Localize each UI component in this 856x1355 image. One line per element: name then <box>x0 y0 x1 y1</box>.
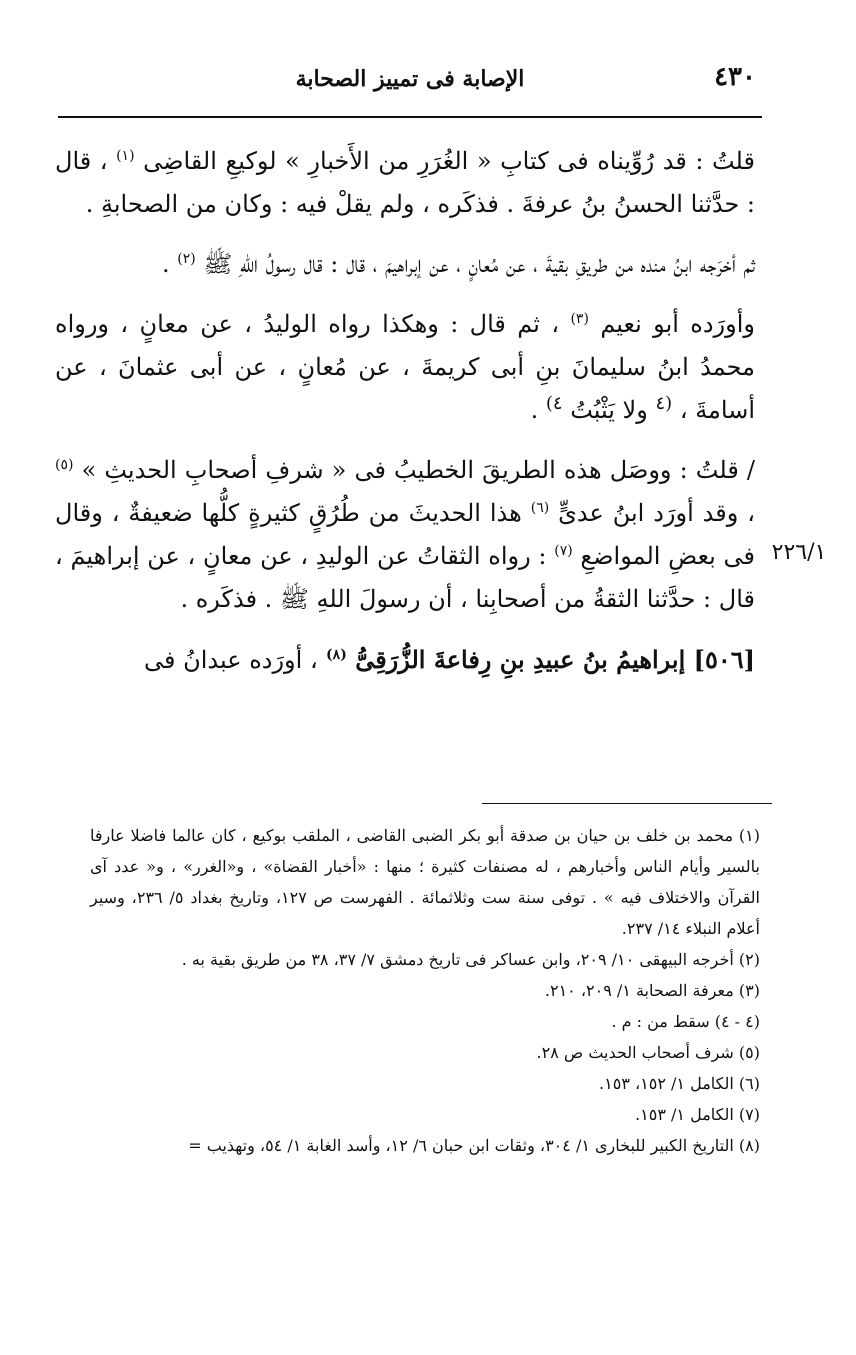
paragraph-3 <box>55 303 755 432</box>
paragraph-4-text-a: / قلتُ : ووصَل هذه الطريقَ الخطيبُ فى « شرفِ أصحابِ الحديثِ » <box>81 456 755 484</box>
entry-number: [٥٠٦] <box>693 645 755 674</box>
paragraph-3-text-c: ولا يَثْبُتُ <box>570 396 648 424</box>
footnote-marker-5: (٥) <box>55 457 74 473</box>
paragraph-4-text-b: ، وقد أورَد ابنُ عدىٍّ <box>558 499 755 527</box>
paragraph-4-text-d: : رواه الثقاتُ عن الوليدِ ، عن معانٍ ، عن إبراهيمَ ، قال : حدَّثنا الثقةُ من أصحابِنا ، أن رسولَ اللهِ ﷺ . فذكَره . <box>55 542 755 613</box>
paragraph-1-text-a: قلتُ : قد رُوِّيناه فى كتابِ « الغُرَرِ من الأَخبارِ » لوكيعِ القاضِى <box>143 147 755 175</box>
footnote-marker-3: (٣) <box>570 311 589 327</box>
paragraph-1 <box>55 140 755 226</box>
footnote-8: (٨) التاريخ الكبير للبخارى ١/ ٣٠٤، وثقات ابن حبان ٦/ ١٢، وأسد الغابة ١/ ٥٤، وتهذيب = <box>188 1136 760 1155</box>
paragraph-3-text-b: ، ثم قال : وهكذا رواه الوليدُ ، عن معانٍ ، ورواه محمدُ ابنُ سليمانَ بنِ أبى كريمةَ ، عن مُعانٍ ، عن أبى عثمانَ ، عن أسامةَ ، <box>55 310 755 424</box>
entry-heading <box>55 638 755 682</box>
paragraph-2-text-b: . <box>162 250 170 278</box>
paragraph-2 <box>55 243 755 286</box>
footnote-marker-2: (٢) <box>177 251 196 267</box>
footnote-2: (٢) أخرجه البيهقى ١٠/ ٢٠٩، وابن عساكر فى تاريخ دمشق ٧/ ٣٧، ٣٨ من طريق بقية به . <box>181 950 760 969</box>
omission-marker-close: ٤) <box>545 393 563 414</box>
footnote-marker-1: (١) <box>116 148 135 164</box>
footnote-4: (٤ - ٤) سقط من : م . <box>611 1012 760 1031</box>
footnote-marker-6: (٦) <box>530 500 550 516</box>
footnotes <box>90 820 760 1161</box>
page-number: ٤٣٠ <box>714 62 756 92</box>
paragraph-3-text-a: وأورَده أبو نعيم <box>600 310 755 338</box>
footnote-3: (٣) معرفة الصحابة ١/ ٢٠٩، ٢١٠. <box>544 981 760 1000</box>
footnote-divider <box>482 803 772 804</box>
main-text <box>55 140 755 682</box>
margin-reference: ٢٢٦/١ <box>771 540 827 565</box>
footnote-7: (٧) الكامل ١/ ١٥٣. <box>635 1105 760 1124</box>
paragraph-4-text-c: هذا الحديثَ من طُرُقٍ كثيرةٍ كلُّها ضعيفةٌ ، وقال فى بعضِ المواضعِ <box>55 499 755 570</box>
footnote-marker-8: (٨) <box>326 647 347 663</box>
entry-name: إبراهيمُ بنُ عبيدِ بنِ رِفاعةَ الزُّرَقِىُّ <box>355 645 686 674</box>
running-title: الإصابة فى تمييز الصحابة <box>295 66 525 92</box>
paragraph-3-text-d: . <box>530 396 539 424</box>
omission-marker-open: (٤ <box>655 393 673 414</box>
footnote-6: (٦) الكامل ١/ ١٥٢، ١٥٣. <box>599 1074 760 1093</box>
paragraph-1-text-b: ، قال : حدَّثنا الحسنُ بنُ عرفةَ . فذكَره ، ولم يقلْ فيه : وكان من الصحابةِ . <box>55 147 755 218</box>
footnote-5: (٥) شرف أصحاب الحديث ص ٢٨. <box>536 1043 760 1062</box>
entry-tail: ، أورَده عبدانُ فى <box>144 646 318 674</box>
paragraph-4 <box>55 449 755 621</box>
footnote-1: (١) محمد بن خلف بن حيان بن صدقة أبو بكر الضبى القاضى ، الملقب بوكيع ، كان عالما فاضلا عارفا بالسير وأيام الناس وأخبارهم ، له مصنفات كثيرة ؛ منها : «أخبار القضاة» ، و«الغرر» ، و« عدد آى القرآن والاختلاف فيه » . توفى سنة ست وثلاثمائة . الفهرست ص ١٢٧، وتاريخ بغداد ٥/ ٢٣٦، وسير أعلام النبلاء ١٤/ ٢٣٧. <box>90 826 761 938</box>
footnote-marker-7: (٧) <box>554 543 573 559</box>
paragraph-2-text-a: ثم أخرَجه ابنُ منده من طريقِ بقيةَ ، عن مُعانٍ ، عن إبراهيمَ ، قال : قال رسولُ اللهِ ﷺ <box>203 250 755 278</box>
page-header <box>58 58 762 118</box>
